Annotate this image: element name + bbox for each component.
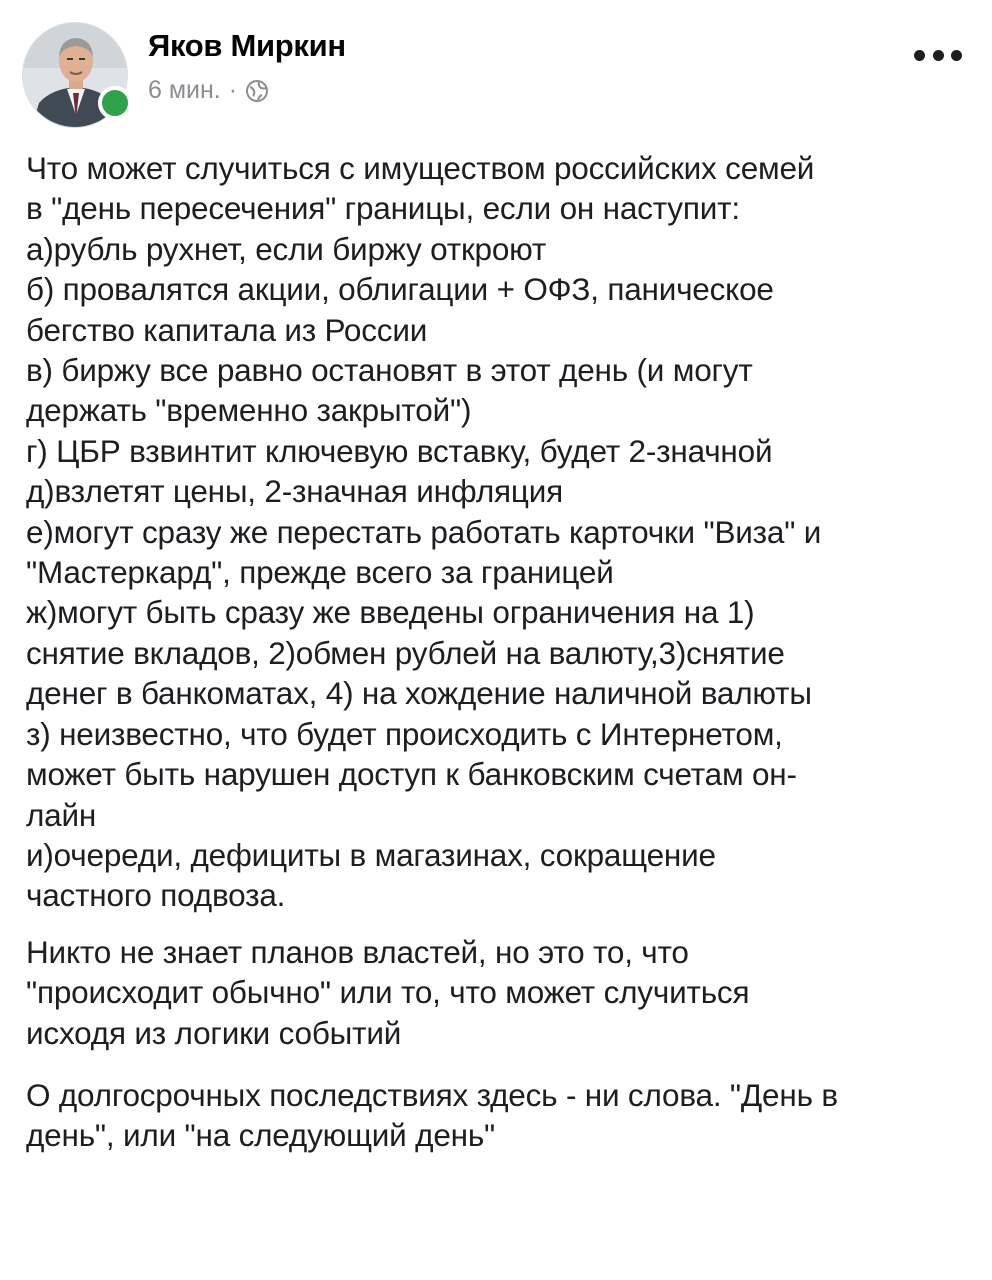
- post-meta: [148, 76, 269, 105]
- more-dot: [951, 50, 962, 61]
- text-line: лайн: [26, 796, 97, 833]
- text-line: бегство капитала из России: [26, 311, 428, 348]
- text-line: в "день пересечения" границы, если он наступит:: [26, 190, 740, 227]
- text-line: з) неизвестно, что будет происходить с Интернетом,: [26, 715, 783, 752]
- text-line: держать "временно закрытой"): [26, 392, 472, 429]
- text-line: е)могут сразу же перестать работать карточки "Виза" и: [26, 513, 822, 550]
- text-line: исходя из логики событий: [26, 1014, 402, 1051]
- text-line: б) провалятся акции, облигации + ОФЗ, паническое: [26, 271, 774, 308]
- text-line: Что может случиться с имуществом российских семей: [26, 150, 815, 186]
- post-text: [26, 148, 974, 1156]
- text-line: может быть нарушен доступ к банковским счетам он-: [26, 756, 797, 793]
- text-line: "Мастеркард", прежде всего за границей: [26, 554, 614, 591]
- more-dot: [914, 50, 925, 61]
- text-line: г) ЦБР взвинтит ключевую вставку, будет 2-значной: [26, 432, 773, 469]
- text-line: в) биржу все равно остановят в этот день (и могут: [26, 352, 753, 389]
- more-dot: [933, 50, 944, 61]
- online-status-dot: [98, 86, 132, 120]
- post-paragraph-2: [26, 932, 974, 1053]
- text-line: д)взлетят цены, 2-значная инфляция: [26, 473, 563, 510]
- post-header: [0, 0, 992, 130]
- text-line: снятие вкладов, 2)обмен рублей на валюту,3)снятие: [26, 634, 785, 671]
- text-line: ж)могут быть сразу же введены ограничения на 1): [26, 594, 755, 631]
- text-line: "происходит обычно" или то, что может случиться: [26, 974, 750, 1011]
- text-line: а)рубль рухнет, если биржу откроют: [26, 230, 547, 267]
- post-paragraph-3: [26, 1075, 974, 1156]
- text-line: и)очереди, дефициты в магазинах, сокращение: [26, 836, 716, 873]
- post-time[interactable]: 6 мин.: [148, 76, 221, 104]
- text-line: Никто не знает планов властей, но это то, что: [26, 933, 689, 970]
- text-line: день", или "на следующий день": [26, 1117, 496, 1154]
- more-options-icon[interactable]: [914, 40, 962, 70]
- globe-icon[interactable]: [245, 79, 269, 103]
- text-line: денег в банкоматах, 4) на хождение наличной валюты: [26, 675, 812, 712]
- author-name[interactable]: Яков Миркин: [148, 28, 346, 63]
- text-line: О долгосрочных последствиях здесь - ни слова. "День в: [26, 1076, 838, 1113]
- post-paragraph-1: [26, 148, 974, 916]
- meta-separator: ·: [228, 76, 238, 104]
- text-line: частного подвоза.: [26, 877, 286, 914]
